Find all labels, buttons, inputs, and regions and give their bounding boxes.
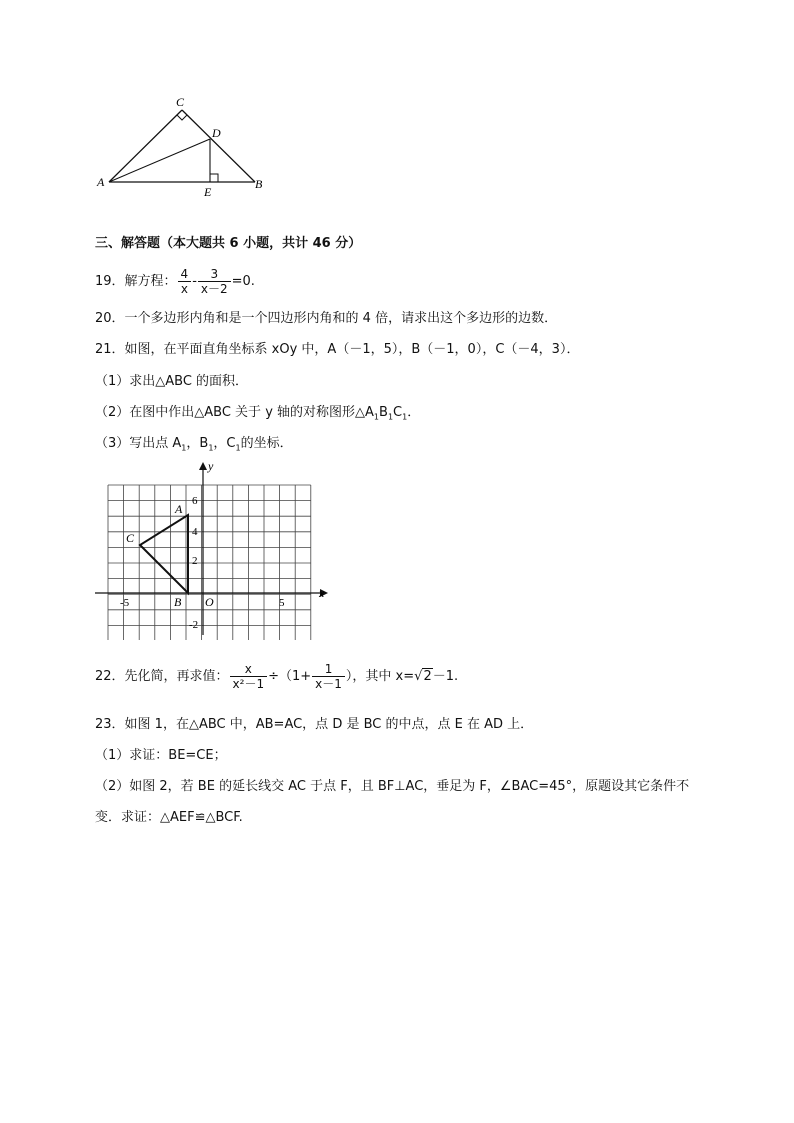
sqrt-icon: √ [414, 669, 423, 684]
axis-label-x: x [319, 586, 325, 600]
q22-frac1-den: x²－1 [230, 676, 268, 691]
q21-p3-sub-3: 1 [235, 443, 241, 453]
tick-label-6: 6 [192, 495, 198, 507]
question-23-part-1: （1）求证：BE=CE； [95, 748, 227, 763]
question-21-part-3: （3）写出点 $A_1$，$B_1$，$C_1$的坐标． [95, 436, 293, 453]
question-20: 20．一个多边形内角和是一个四边形内角和的 4 倍，请求出这个多边形的边数． [95, 311, 558, 326]
segment-ad [109, 139, 210, 182]
q22-frac2-den: x－1 [312, 676, 345, 691]
question-23-part-2b: 变．求证：△AEF≌△BCF. [95, 810, 243, 825]
question-21-part-1: （1）求出△ABC 的面积． [95, 374, 249, 389]
q21-p2-tail: ． [407, 405, 421, 420]
q19-frac1-den: x [178, 281, 192, 296]
q22-fraction-2 [312, 662, 345, 691]
edge-ca [109, 110, 182, 182]
label-b: B [255, 177, 263, 191]
question-21: 21．如图，在平面直角坐标系 xOy 中，A（－1，5），B（－1，0），C（－4，3）． [95, 342, 580, 357]
q21-p2-sub-3: 1 [402, 412, 408, 422]
coordinate-grid-figure [95, 460, 335, 640]
right-angle-mark-c [177, 115, 187, 120]
label-e: E [204, 185, 212, 199]
q21-p3-text: （3）写出点 A [95, 436, 182, 451]
label-d: D [212, 126, 221, 140]
section-title: 三、解答题（本大题共 6 小题，共计 46 分） [95, 236, 362, 251]
q22-tail: ），其中 x= [345, 669, 415, 684]
axis-label-y: y [208, 460, 214, 473]
question-23-part-2: （2）如图 2，若 BE 的延长线交 AC 于点 F，且 BF⊥AC，垂足为 F，∠BAC=45°，原题设其它条件不 [95, 779, 690, 794]
origin-label: O [205, 595, 214, 609]
tick-label-4: 4 [192, 526, 198, 538]
q19-fraction-1 [178, 267, 192, 296]
tick-label-5: 5 [279, 597, 285, 609]
q21-p3-tail: 的坐标． [240, 436, 293, 451]
tick-label-neg2: -2 [189, 619, 199, 631]
right-angle-mark-e [210, 174, 218, 182]
point-label-c: C [126, 531, 135, 545]
q19-frac2-den: x－2 [198, 281, 231, 296]
q22-prefix: 22．先化简，再求值： [95, 669, 229, 684]
q21-p3-sub-2: 1 [208, 443, 214, 453]
question-21-part-2: （2）在图中作出△ABC 关于 y 轴的对称图形$\triangle A_1B_1C_1$． [95, 405, 421, 422]
q21-p2-sub-2: 1 [387, 412, 394, 422]
q19-minus: - [192, 274, 197, 289]
q21-p2-text: （2）在图中作出△ABC 关于 y 轴的对称图形△A [95, 405, 374, 420]
label-a: A [97, 175, 105, 189]
point-label-b: B [174, 595, 182, 609]
q21-p2-sub-1: 1 [373, 412, 380, 422]
q21-p3-sub-1: 1 [181, 443, 187, 453]
tick-label-neg5: -5 [120, 597, 130, 609]
q19-fraction-2 [198, 267, 231, 296]
grid-lines [108, 485, 311, 640]
q19-suffix: =0. [231, 274, 255, 289]
tick-label-2: 2 [192, 555, 198, 567]
question-19 [95, 265, 255, 299]
q19-frac1-num: 4 [180, 267, 189, 281]
point-label-a: A [175, 502, 183, 516]
question-22 [95, 660, 458, 694]
q22-frac2-num: 1 [324, 662, 333, 676]
q19-frac2-num: 3 [210, 267, 219, 281]
question-23: 23．如图 1，在△ABC 中，AB=AC，点 D 是 BC 的中点，点 E 在 AD 上． [95, 717, 534, 732]
q22-fraction-1 [230, 662, 268, 691]
q22-end: －1. [432, 669, 459, 684]
q22-div: ÷（1+ [268, 669, 312, 684]
q22-frac1-num: x [244, 662, 252, 676]
q22-sqrt-value: 2 [423, 669, 432, 684]
triangle-figure [95, 92, 270, 202]
triangle-abc [140, 515, 188, 593]
y-axis-arrow-icon [199, 462, 207, 470]
label-c: C [176, 95, 185, 109]
q19-prefix: 19．解方程： [95, 274, 177, 289]
